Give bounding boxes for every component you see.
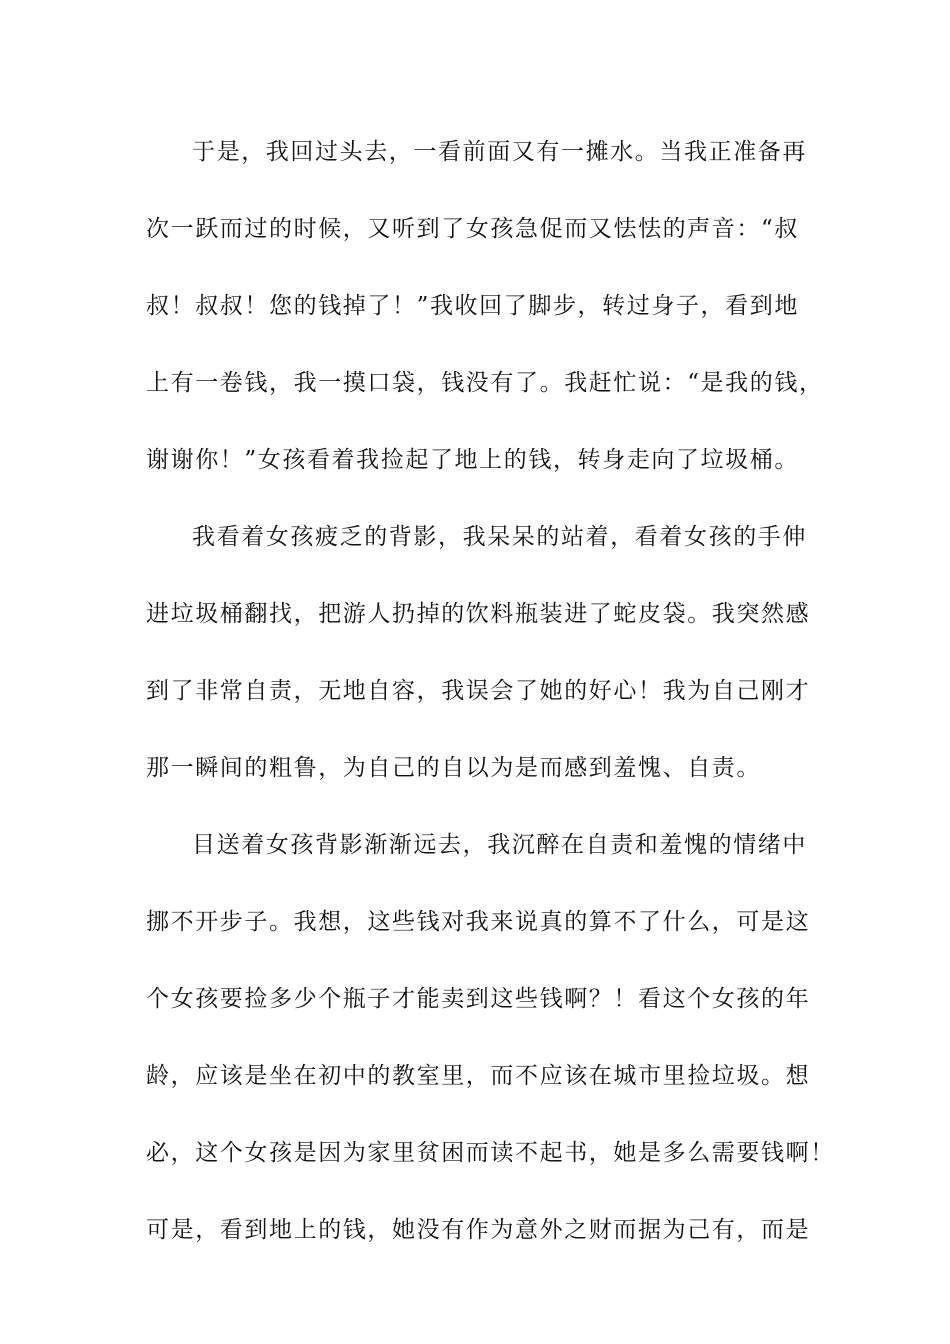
- paragraph-1-line-4: 上有一卷钱，我一摸口袋，钱没有了。我赶忙说：“是我的钱，: [146, 370, 824, 396]
- paragraph-3-line-4: 龄，应该是坐在初中的教室里，而不应该在城市里捡垃圾。想: [146, 1063, 811, 1089]
- paragraph-3-line-2: 挪不开步子。我想，这些钱对我来说真的算不了什么，可是这: [146, 909, 811, 935]
- paragraph-2-line-4: 那一瞬间的粗鲁，为自己的自以为是而感到羞愧、自责。: [146, 755, 761, 781]
- paragraph-2-line-1: 我看着女孩疲乏的背影，我呆呆的站着，看着女孩的手伸: [192, 524, 807, 550]
- paragraph-2-line-3: 到了非常自责，无地自容，我误会了她的好心！我为自己刚才: [146, 678, 811, 704]
- paragraph-3-line-3: 个女孩要捡多少个瓶子才能卖到这些钱啊？！看这个女孩的年: [146, 986, 811, 1012]
- paragraph-3-line-5: 必，这个女孩是因为家里贫困而读不起书，她是多么需要钱啊！: [146, 1140, 835, 1166]
- paragraph-3-line-6: 可是，看到地上的钱，她没有作为意外之财而据为己有，而是: [146, 1217, 811, 1243]
- paragraph-1-line-2: 次一跃而过的时候，又听到了女孩急促而又怯怯的声音：“叔: [146, 216, 799, 242]
- body-text: [146, 128, 835, 1283]
- paragraph-1-line-3: 叔！叔叔！您的钱掉了！”我收回了脚步，转过身子，看到地: [146, 293, 799, 319]
- paragraph-2-line-2: 进垃圾桶翻找，把游人扔掉的饮料瓶装进了蛇皮袋。我突然感: [146, 601, 811, 627]
- paragraph-3-line-1: 目送着女孩背影渐渐远去，我沉醉在自责和羞愧的情绪中: [192, 832, 807, 858]
- paragraph-1-line-5: 谢谢你！”女孩看着我捡起了地上的钱，转身走向了垃圾桶。: [146, 447, 799, 473]
- paragraph-1-line-1: 于是，我回过头去，一看前面又有一摊水。当我正准备再: [192, 139, 807, 165]
